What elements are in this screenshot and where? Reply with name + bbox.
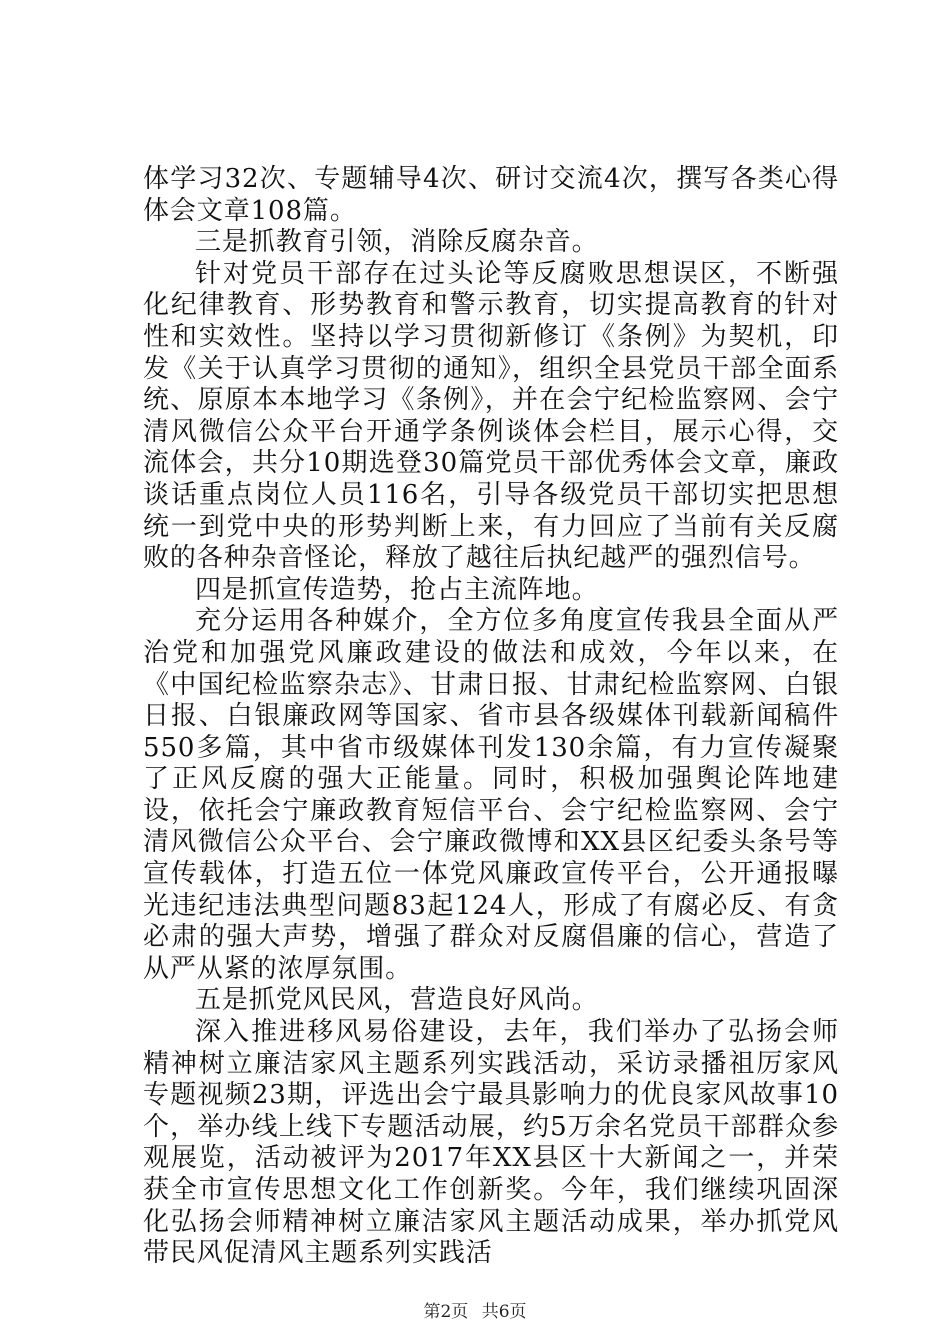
paragraph-continuation: 体学习32次、专题辅导4次、研讨交流4次，撰写各类心得体会文章108篇。 [143,164,839,226]
section-heading-five: 五是抓党风民风，营造良好风尚。 [195,985,599,1016]
section-heading-three: 三是抓教育引领，消除反腐杂音。 [195,227,599,258]
paragraph-publicity: 充分运用各种媒介，全方位多角度宣传我县全面从严治党和加强党风廉政建设的做法和成效，今年以来，在《中国纪检监察杂志》、甘肃日报、甘肃纪检监察网、白银日报、白银廉政网等国家、省市县各级媒体刊载新闻稿件550多篇，其中省市级媒体刊发130余篇，有力宣传凝聚了正风反腐的强大正能量。同时，积极加强舆论阵地建设，依托会宁廉政教育短信平台、会宁纪检监察网、会宁清风微信公众平台、会宁廉政微博和XX县区纪委头条号等宣传载体，打造五位一体党风廉政宣传平台，公开通报曝光违纪违法典型问题83起124人，形成了有腐必反、有贪必肃的强大声势，增强了群众对反腐倡廉的信心，营造了从严从紧的浓厚氛围。 [143,606,839,984]
page-number: 第2页 [423,1302,469,1322]
paragraph-education: 针对党员干部存在过头论等反腐败思想误区，不断强化纪律教育、形势教育和警示教育，切实提高教育的针对性和实效性。坚持以学习贯彻新修订《条例》为契机，印发《关于认真学习贯彻的通知》，组织全县党员干部全面系统、原原本本地学习《条例》，并在会宁纪检监察网、会宁清风微信公众平台开通学条例谈体会栏目，展示心得，交流体会，共分10期选登30篇党员干部优秀体会文章，廉政谈话重点岗位人员116名，引导各级党员干部切实把思想统一到党中央的形势判断上来，有力回应了当前有关反腐败的各种杂音怪论，释放了越往后执纪越严的强烈信号。 [143,258,839,574]
page-total: 共6页 [481,1302,527,1322]
page-footer [0,1301,950,1323]
document-body [143,164,839,1270]
section-heading-four: 四是抓宣传造势，抢占主流阵地。 [195,574,599,605]
paragraph-style: 深入推进移风易俗建设，去年，我们举办了弘扬会师精神树立廉洁家风主题系列实践活动，采访录播祖厉家风专题视频23期，评选出会宁最具影响力的优良家风故事10个，举办线上线下专题活动展，约5万余名党员干部群众参观展览，活动被评为2017年XX县区十大新闻之一，并荣获全市宣传思想文化工作创新奖。今年，我们继续巩固深化弘扬会师精神树立廉洁家风主题活动成果，举办抓党风带民风促清风主题系列实践活 [143,1017,839,1269]
